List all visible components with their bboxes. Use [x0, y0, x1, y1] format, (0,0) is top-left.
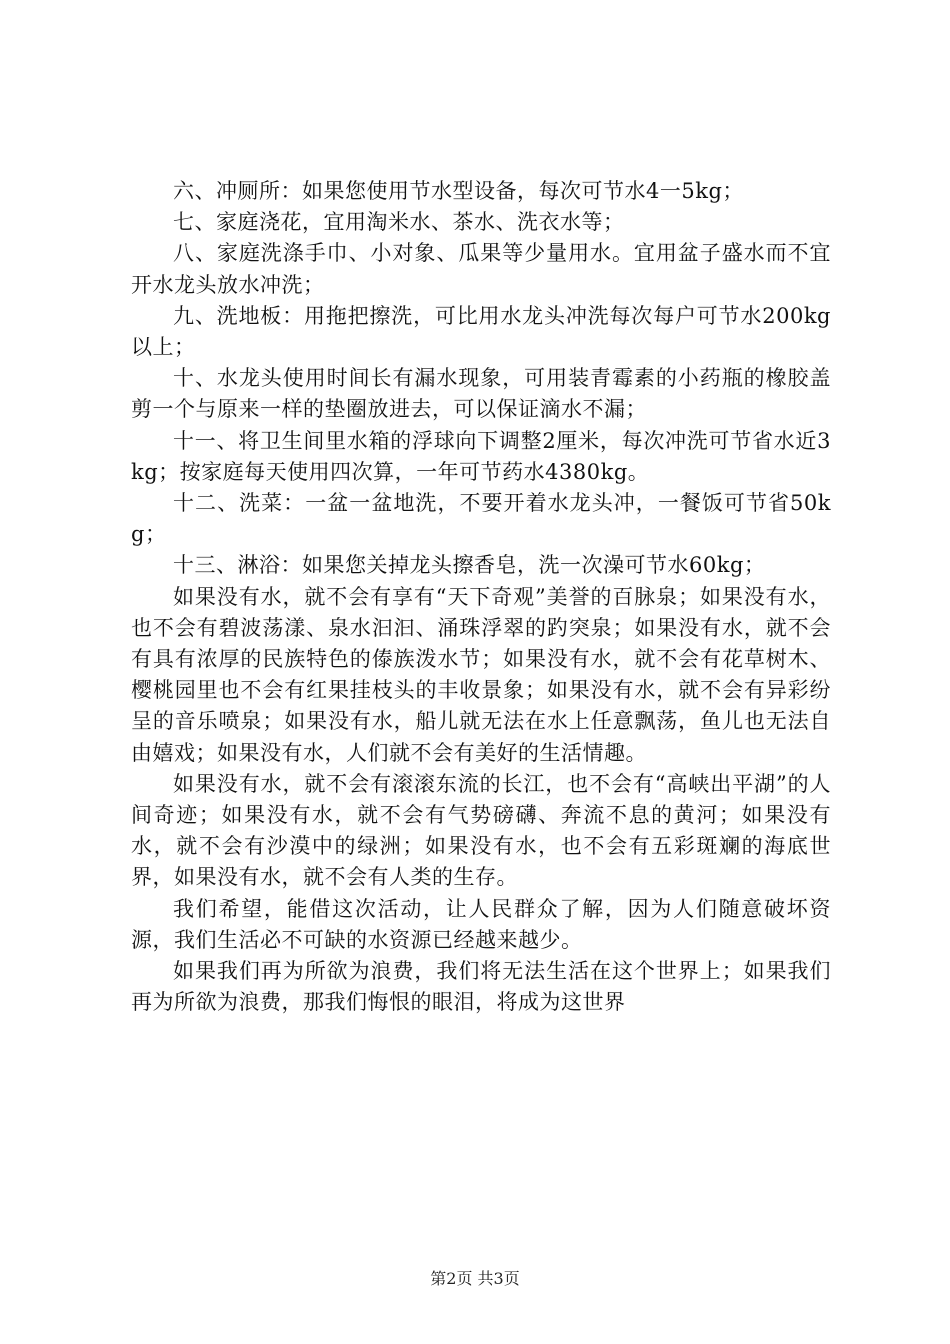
paragraph-washing-tip: 八、家庭洗涤手巾、小对象、瓜果等少量用水。宜用盆子盛水而不宜开水龙头放水冲洗； — [131, 241, 831, 297]
page-number-footer: 第2页 共3页 — [430, 1269, 520, 1288]
paragraph-without-water-2: 如果没有水，就不会有滚滚东流的长江，也不会有“高峡出平湖”的人间奇迹；如果没有水，就不会有气势磅礴、奔流不息的黄河；如果没有水，就不会有沙漠中的绿洲；如果没有水，也不会有五彩斑斓的海底世界，如果没有水，就不会有人类的生存。 — [131, 771, 831, 890]
paragraph-watering-tip: 七、家庭浇花，宜用淘米水、茶水、洗衣水等； — [173, 210, 625, 235]
paragraph-floor-tip: 九、洗地板：用拖把擦洗，可比用水龙头冲洗每次每户可节水200kg以上； — [131, 303, 831, 360]
paragraph-vegetable-tip: 十二、洗菜：一盆一盆地洗，不要开着水龙头冲，一餐饭可节省50kg； — [131, 491, 831, 547]
paragraph-toilet-tip: 六、冲厕所：如果您使用节水型设备，每次可节水4一5kg； — [173, 179, 744, 203]
paragraph-tank-tip: 十一、将卫生间里水箱的浮球向下调整2厘米，每次冲洗可节省水近3kg；按家庭每天使用四次算，一年可节药水4380kg。 — [131, 428, 831, 484]
paragraph-without-water-1: 如果没有水，就不会有享有“天下奇观”美誉的百脉泉；如果没有水，也不会有碧波荡漾、泉水汩汩、涌珠浮翠的趵突泉；如果没有水，就不会有具有浓厚的民族特色的傣族泼水节；如果没有水，就不会有花草树木、樱桃园里也不会有红果挂枝头的丰收景象；如果没有水，就不会有异彩纷呈的音乐喷泉；如果没有水，船儿就无法在水上任意飘荡，鱼儿也无法自由嬉戏；如果没有水，人们就不会有美好的生活情趣。 — [131, 584, 831, 765]
paragraph-hope: 我们希望，能借这次活动，让人民群众了解，因为人们随意破坏资源，我们生活必不可缺的水资源已经越来越少。 — [131, 896, 831, 952]
paragraph-faucet-tip: 十、水龙头使用时间长有漏水现象，可用装青霉素的小药瓶的橡胶盖剪一个与原来一样的垫圈放进去，可以保证滴水不漏； — [131, 366, 831, 422]
paragraph-shower-tip: 十三、淋浴：如果您关掉龙头擦香皂，洗一次澡可节水60kg； — [173, 553, 766, 578]
paragraph-warning: 如果我们再为所欲为浪费，我们将无法生活在这个世界上；如果我们再为所欲为浪费，那我们悔恨的眼泪，将成为这世界 — [131, 959, 831, 1015]
document-body — [131, 176, 831, 1018]
